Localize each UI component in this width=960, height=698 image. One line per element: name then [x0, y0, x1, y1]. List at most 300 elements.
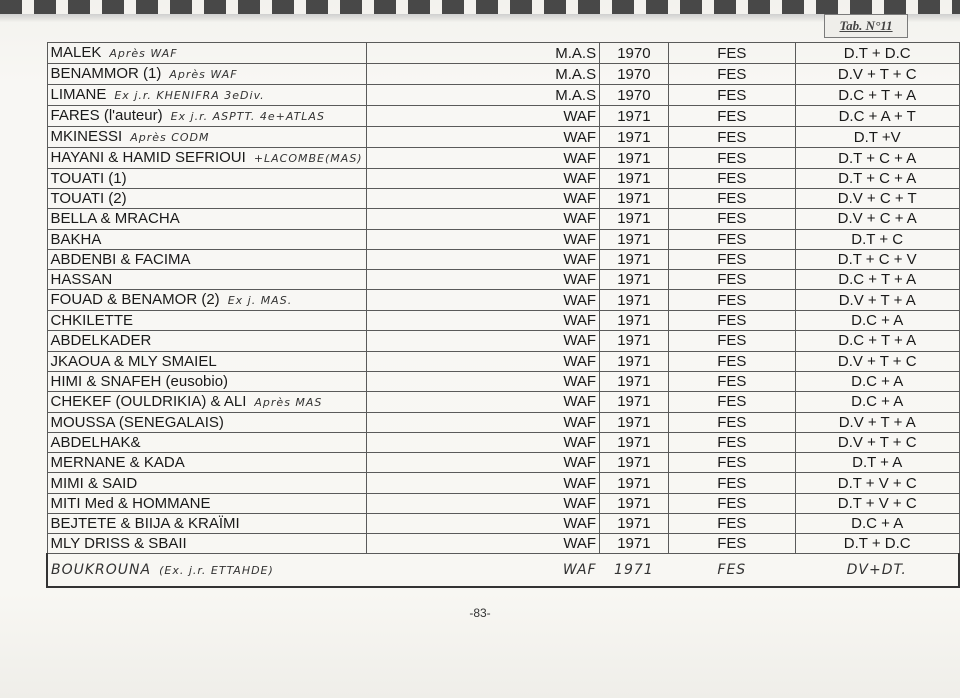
- club-cell-text: WAF: [563, 250, 597, 268]
- year-cell-text: 1971: [617, 352, 651, 370]
- positions-cell: [795, 513, 959, 533]
- club-cell: [366, 85, 600, 106]
- positions-cell-text: D.V + C + A: [837, 210, 917, 228]
- city-cell-text: FES: [717, 190, 747, 208]
- city-cell: [668, 453, 795, 473]
- positions-cell: [795, 554, 959, 588]
- club-cell-text: WAF: [563, 128, 597, 146]
- player-name-cell-text: BAKHA: [50, 230, 102, 248]
- club-cell-text: WAF: [563, 271, 597, 289]
- city-cell-text: FES: [717, 149, 747, 167]
- positions-cell: [795, 127, 959, 148]
- year-cell-text: 1970: [617, 44, 651, 62]
- city-cell: [668, 473, 795, 493]
- city-cell: [668, 269, 795, 289]
- positions-cell-text: D.T + D.C: [843, 44, 911, 62]
- club-cell-text: WAF: [563, 332, 597, 350]
- year-cell: [600, 311, 669, 331]
- club-cell-text: WAF: [563, 393, 597, 411]
- club-cell: [366, 473, 600, 493]
- positions-cell-text: D.C + A: [851, 514, 904, 532]
- positions-cell: [795, 229, 959, 249]
- handwritten-annotation: Ex j.r. KHENIFRA 3eDiv.: [114, 89, 265, 102]
- year-cell: [600, 106, 669, 127]
- year-cell-text: 1971: [617, 372, 651, 390]
- city-cell-text: FES: [717, 474, 747, 492]
- year-cell: [600, 249, 669, 269]
- player-name-cell: [47, 453, 366, 473]
- year-cell-text: 1971: [617, 230, 651, 248]
- handwritten-annotation: Après WAF: [109, 47, 178, 60]
- city-cell: [668, 85, 795, 106]
- player-name-cell-text: CHKILETTE: [50, 312, 134, 330]
- player-name-cell: [47, 534, 366, 554]
- handwritten-annotation: +LACOMBE(MAS): [253, 152, 363, 165]
- table-row: [47, 453, 959, 473]
- table-row: [47, 127, 959, 148]
- year-cell: [600, 148, 669, 169]
- player-name-cell: [47, 85, 366, 106]
- club-cell-text: WAF: [563, 434, 597, 452]
- year-cell-text: 1971: [617, 332, 651, 350]
- player-name-cell: [47, 106, 366, 127]
- table-row: [47, 106, 959, 127]
- club-cell-text: WAF: [563, 149, 597, 167]
- club-cell: [366, 433, 600, 453]
- club-cell-text: WAF: [563, 352, 597, 370]
- club-cell-text: WAF: [563, 312, 597, 330]
- club-cell: [366, 391, 600, 412]
- table-row: [47, 412, 959, 432]
- club-cell: [366, 290, 600, 311]
- city-cell: [668, 290, 795, 311]
- positions-cell: [795, 371, 959, 391]
- positions-cell-text: D.T + V + C: [837, 494, 917, 512]
- table-row: [47, 64, 959, 85]
- year-cell-text: 1971: [617, 393, 651, 411]
- year-cell: [600, 269, 669, 289]
- club-cell-text: WAF: [562, 561, 597, 578]
- player-name-cell-text: ABDELHAK&: [50, 434, 141, 452]
- city-cell: [668, 513, 795, 533]
- positions-cell: [795, 473, 959, 493]
- positions-cell: [795, 209, 959, 229]
- player-name-cell: [47, 331, 366, 351]
- positions-cell-text: D.T + A: [852, 454, 903, 472]
- year-cell: [600, 351, 669, 371]
- player-name-cell-text: MOUSSA (SENEGALAIS): [50, 413, 224, 431]
- player-name-cell-text: BENAMMOR (1): [50, 65, 162, 82]
- club-cell: [366, 169, 600, 189]
- city-cell-text: FES: [717, 107, 747, 125]
- year-cell: [600, 127, 669, 148]
- positions-cell-text: D.V + T + C: [837, 352, 917, 370]
- year-cell: [600, 453, 669, 473]
- club-cell-text: WAF: [563, 454, 597, 472]
- player-name-cell: [47, 64, 366, 85]
- club-cell: [366, 554, 600, 588]
- city-cell-text: FES: [717, 250, 747, 268]
- table-row: [47, 249, 959, 269]
- table-row: [47, 371, 959, 391]
- city-cell: [668, 493, 795, 513]
- table-row: [47, 433, 959, 453]
- player-name-cell-text: BOUKROUNA: [51, 561, 152, 578]
- year-cell: [600, 331, 669, 351]
- handwritten-annotation: Ex j.r. ASPTT. 4e+ATLAS: [170, 110, 325, 123]
- year-cell: [600, 433, 669, 453]
- positions-cell: [795, 311, 959, 331]
- positions-cell-text: D.C + A: [851, 312, 904, 330]
- city-cell-text: FES: [717, 65, 747, 83]
- positions-cell: [795, 391, 959, 412]
- table-number-label: Tab. N°11: [824, 14, 908, 38]
- city-cell: [668, 64, 795, 85]
- club-cell-text: WAF: [563, 535, 597, 553]
- player-name-cell: [47, 229, 366, 249]
- year-cell: [600, 64, 669, 85]
- player-name-cell: [47, 127, 366, 148]
- player-name-cell-text: JKAOUA & MLY SMAIEL: [50, 352, 217, 370]
- club-cell-text: WAF: [563, 230, 597, 248]
- city-cell-text: FES: [717, 332, 747, 350]
- year-cell-text: 1971: [617, 190, 651, 208]
- year-cell-text: 1971: [617, 210, 651, 228]
- player-name-cell-text: LIMANE: [50, 86, 107, 103]
- player-name-cell: [47, 209, 366, 229]
- year-cell-text: 1971: [617, 413, 651, 431]
- player-name-cell-text: MIMI & SAID: [50, 474, 138, 492]
- player-name-cell-text: HAYANI & HAMID SEFRIOUI: [50, 149, 246, 166]
- player-name-cell-text: MALEK: [50, 44, 102, 61]
- year-cell: [600, 209, 669, 229]
- year-cell: [600, 290, 669, 311]
- city-cell: [668, 534, 795, 554]
- club-cell: [366, 513, 600, 533]
- city-cell: [668, 43, 795, 64]
- year-cell: [600, 43, 669, 64]
- positions-cell: [795, 433, 959, 453]
- player-name-cell-text: HASSAN: [50, 271, 113, 289]
- player-name-cell-text: ABDENBI & FACIMA: [50, 250, 191, 268]
- city-cell-text: FES: [717, 413, 747, 431]
- year-cell-text: 1971: [617, 312, 651, 330]
- club-cell-text: M.A.S: [555, 86, 597, 104]
- year-cell-text: 1971: [617, 494, 651, 512]
- handwritten-annotation: Après WAF: [169, 68, 238, 81]
- year-cell-text: 1970: [617, 65, 651, 83]
- player-name-cell: [47, 371, 366, 391]
- player-name-cell-text: MLY DRISS & SBAII: [50, 535, 187, 553]
- club-cell: [366, 453, 600, 473]
- positions-cell: [795, 534, 959, 554]
- city-cell: [668, 391, 795, 412]
- year-cell-text: 1971: [617, 128, 651, 146]
- binding-shadow: [0, 14, 960, 22]
- player-name-cell-text: CHEKEF (OULDRIKIA) & ALI: [50, 392, 247, 410]
- player-name-cell: [47, 554, 366, 588]
- player-name-cell: [47, 43, 366, 64]
- player-name-cell: [47, 311, 366, 331]
- player-name-cell: [47, 391, 366, 412]
- positions-cell-text: D.V + T + A: [838, 291, 916, 309]
- club-cell-text: M.A.S: [555, 44, 597, 62]
- club-cell: [366, 269, 600, 289]
- city-cell: [668, 249, 795, 269]
- table-row: [47, 331, 959, 351]
- city-cell-text: FES: [717, 561, 747, 578]
- year-cell: [600, 391, 669, 412]
- table-row: [47, 229, 959, 249]
- positions-cell: [795, 64, 959, 85]
- table-row: [47, 148, 959, 169]
- club-cell-text: M.A.S: [555, 65, 597, 83]
- club-cell: [366, 43, 600, 64]
- year-cell-text: 1971: [617, 250, 651, 268]
- positions-cell-text: D.C + T + A: [838, 86, 917, 104]
- player-name-cell-text: BEJTETE & BIIJA & KRAÏMI: [50, 514, 240, 532]
- city-cell: [668, 169, 795, 189]
- table-row: [47, 311, 959, 331]
- city-cell-text: FES: [717, 291, 747, 309]
- year-cell-text: 1971: [617, 535, 651, 553]
- city-cell: [668, 371, 795, 391]
- city-cell: [668, 331, 795, 351]
- positions-cell: [795, 189, 959, 209]
- city-cell: [668, 351, 795, 371]
- positions-cell-text: D.C + A: [851, 393, 904, 411]
- positions-cell-text: D.C + T + A: [838, 332, 917, 350]
- year-cell: [600, 189, 669, 209]
- city-cell-text: FES: [717, 170, 747, 188]
- positions-cell: [795, 453, 959, 473]
- player-name-cell-text: MKINESSI: [50, 128, 123, 145]
- positions-cell: [795, 249, 959, 269]
- club-cell: [366, 209, 600, 229]
- club-cell-text: WAF: [563, 514, 597, 532]
- year-cell: [600, 85, 669, 106]
- players-table: [46, 42, 960, 588]
- positions-cell: [795, 85, 959, 106]
- player-name-cell-text: ABDELKADER: [50, 332, 152, 350]
- table-row: [47, 473, 959, 493]
- city-cell: [668, 127, 795, 148]
- city-cell: [668, 106, 795, 127]
- player-name-cell-text: BELLA & MRACHA: [50, 210, 180, 228]
- positions-cell: [795, 148, 959, 169]
- club-cell: [366, 148, 600, 169]
- year-cell: [600, 169, 669, 189]
- club-cell: [366, 311, 600, 331]
- year-cell: [600, 412, 669, 432]
- year-cell-text: 1971: [617, 514, 651, 532]
- year-cell: [600, 534, 669, 554]
- city-cell: [668, 412, 795, 432]
- club-cell: [366, 412, 600, 432]
- city-cell-text: FES: [717, 44, 747, 62]
- city-cell-text: FES: [717, 271, 747, 289]
- page-number: -83-: [469, 606, 491, 620]
- table-row: [47, 189, 959, 209]
- positions-cell-text: D.C + A + T: [838, 107, 916, 125]
- positions-cell: [795, 351, 959, 371]
- city-cell: [668, 433, 795, 453]
- year-cell-text: 1971: [617, 474, 651, 492]
- table-row: [47, 493, 959, 513]
- player-name-cell: [47, 189, 366, 209]
- positions-cell-text: D.V + T + C: [837, 434, 917, 452]
- positions-cell: [795, 106, 959, 127]
- city-cell-text: FES: [717, 494, 747, 512]
- year-cell: [600, 229, 669, 249]
- city-cell: [668, 148, 795, 169]
- players-table-body: [47, 43, 959, 588]
- year-cell-text: 1971: [614, 561, 654, 578]
- player-name-cell-text: MITI Med & HOMMANE: [50, 494, 211, 512]
- handwritten-annotation: (Ex. j.r. ETTAHDE): [159, 563, 274, 577]
- club-cell: [366, 331, 600, 351]
- positions-cell-text: D.C + T + A: [838, 271, 917, 289]
- handwritten-annotation: Ex j. MAS.: [227, 294, 293, 308]
- city-cell-text: FES: [717, 352, 747, 370]
- club-cell: [366, 189, 600, 209]
- table-row: [47, 351, 959, 371]
- handwritten-annotation: Après CODM: [130, 131, 210, 144]
- city-cell-text: FES: [717, 454, 747, 472]
- positions-cell: [795, 493, 959, 513]
- city-cell: [668, 229, 795, 249]
- player-name-cell: [47, 351, 366, 371]
- club-cell-text: WAF: [563, 372, 597, 390]
- positions-cell-text: D.T + C + V: [837, 250, 917, 268]
- positions-cell-text: D.T + C: [851, 230, 904, 248]
- table-row: [47, 269, 959, 289]
- city-cell-text: FES: [717, 210, 747, 228]
- table-row: [47, 513, 959, 533]
- club-cell-text: WAF: [563, 291, 597, 309]
- club-cell: [366, 229, 600, 249]
- year-cell: [600, 371, 669, 391]
- club-cell-text: WAF: [563, 190, 597, 208]
- positions-cell-text: D.T + C + A: [838, 149, 917, 167]
- city-cell-text: FES: [717, 128, 747, 146]
- year-cell-text: 1971: [617, 454, 651, 472]
- table-row: [47, 534, 959, 554]
- player-name-cell: [47, 290, 366, 311]
- city-cell-text: FES: [717, 312, 747, 330]
- city-cell-text: FES: [717, 514, 747, 532]
- player-name-cell-text: FOUAD & BENAMOR (2): [50, 291, 220, 309]
- city-cell: [668, 209, 795, 229]
- city-cell: [668, 311, 795, 331]
- positions-cell-text: D.V + T + C: [837, 65, 917, 83]
- table-row: [47, 290, 959, 311]
- player-name-cell: [47, 148, 366, 169]
- city-cell-text: FES: [717, 230, 747, 248]
- club-cell: [366, 534, 600, 554]
- club-cell: [366, 493, 600, 513]
- positions-cell: [795, 43, 959, 64]
- handwritten-annotation: Après MAS: [254, 395, 323, 409]
- table-row: [47, 85, 959, 106]
- year-cell-text: 1971: [617, 170, 651, 188]
- player-name-cell-text: MERNANE & KADA: [50, 454, 185, 472]
- table-row: [47, 209, 959, 229]
- positions-cell-text: D.T + C + A: [838, 170, 917, 188]
- year-cell: [600, 493, 669, 513]
- club-cell-text: WAF: [563, 170, 597, 188]
- handwritten-row: [47, 554, 959, 588]
- club-cell: [366, 106, 600, 127]
- player-name-cell-text: TOUATI (1): [50, 170, 127, 188]
- club-cell-text: WAF: [563, 494, 597, 512]
- player-name-cell: [47, 493, 366, 513]
- positions-cell-text: D.V + C + T: [837, 190, 917, 208]
- city-cell-text: FES: [717, 434, 747, 452]
- table-row: [47, 391, 959, 412]
- player-name-cell-text: FARES (l'auteur): [50, 107, 163, 124]
- positions-cell: [795, 412, 959, 432]
- club-cell-text: WAF: [563, 107, 597, 125]
- city-cell: [668, 554, 795, 588]
- club-cell: [366, 371, 600, 391]
- positions-cell: [795, 290, 959, 311]
- year-cell: [600, 473, 669, 493]
- club-cell: [366, 64, 600, 85]
- year-cell-text: 1971: [617, 434, 651, 452]
- year-cell-text: 1971: [617, 149, 651, 167]
- club-cell: [366, 127, 600, 148]
- positions-cell-text: D.T + D.C: [843, 535, 911, 553]
- year-cell-text: 1971: [617, 107, 651, 125]
- club-cell-text: WAF: [563, 210, 597, 228]
- player-name-cell: [47, 473, 366, 493]
- city-cell-text: FES: [717, 535, 747, 553]
- city-cell-text: FES: [717, 393, 747, 411]
- year-cell: [600, 554, 669, 588]
- city-cell-text: FES: [717, 372, 747, 390]
- club-cell: [366, 249, 600, 269]
- player-name-cell: [47, 513, 366, 533]
- player-name-cell: [47, 433, 366, 453]
- table-row: [47, 169, 959, 189]
- club-cell-text: WAF: [563, 413, 597, 431]
- club-cell-text: WAF: [563, 474, 597, 492]
- year-cell-text: 1970: [617, 86, 651, 104]
- player-name-cell: [47, 169, 366, 189]
- player-name-cell: [47, 269, 366, 289]
- club-cell: [366, 351, 600, 371]
- city-cell-text: FES: [717, 86, 747, 104]
- table-row: [47, 43, 959, 64]
- positions-cell-text: DV+DT.: [846, 561, 907, 578]
- positions-cell: [795, 331, 959, 351]
- positions-cell: [795, 269, 959, 289]
- positions-cell-text: D.T + V + C: [837, 474, 917, 492]
- positions-cell-text: D.V + T + A: [838, 413, 916, 431]
- city-cell: [668, 189, 795, 209]
- positions-cell-text: D.T +V: [853, 128, 901, 146]
- player-name-cell: [47, 249, 366, 269]
- player-name-cell-text: TOUATI (2): [50, 190, 127, 208]
- positions-cell: [795, 169, 959, 189]
- year-cell: [600, 513, 669, 533]
- player-name-cell-text: HIMI & SNAFEH (eusobio): [50, 372, 229, 390]
- year-cell-text: 1971: [617, 291, 651, 309]
- player-name-cell: [47, 412, 366, 432]
- positions-cell-text: D.C + A: [851, 372, 904, 390]
- year-cell-text: 1971: [617, 271, 651, 289]
